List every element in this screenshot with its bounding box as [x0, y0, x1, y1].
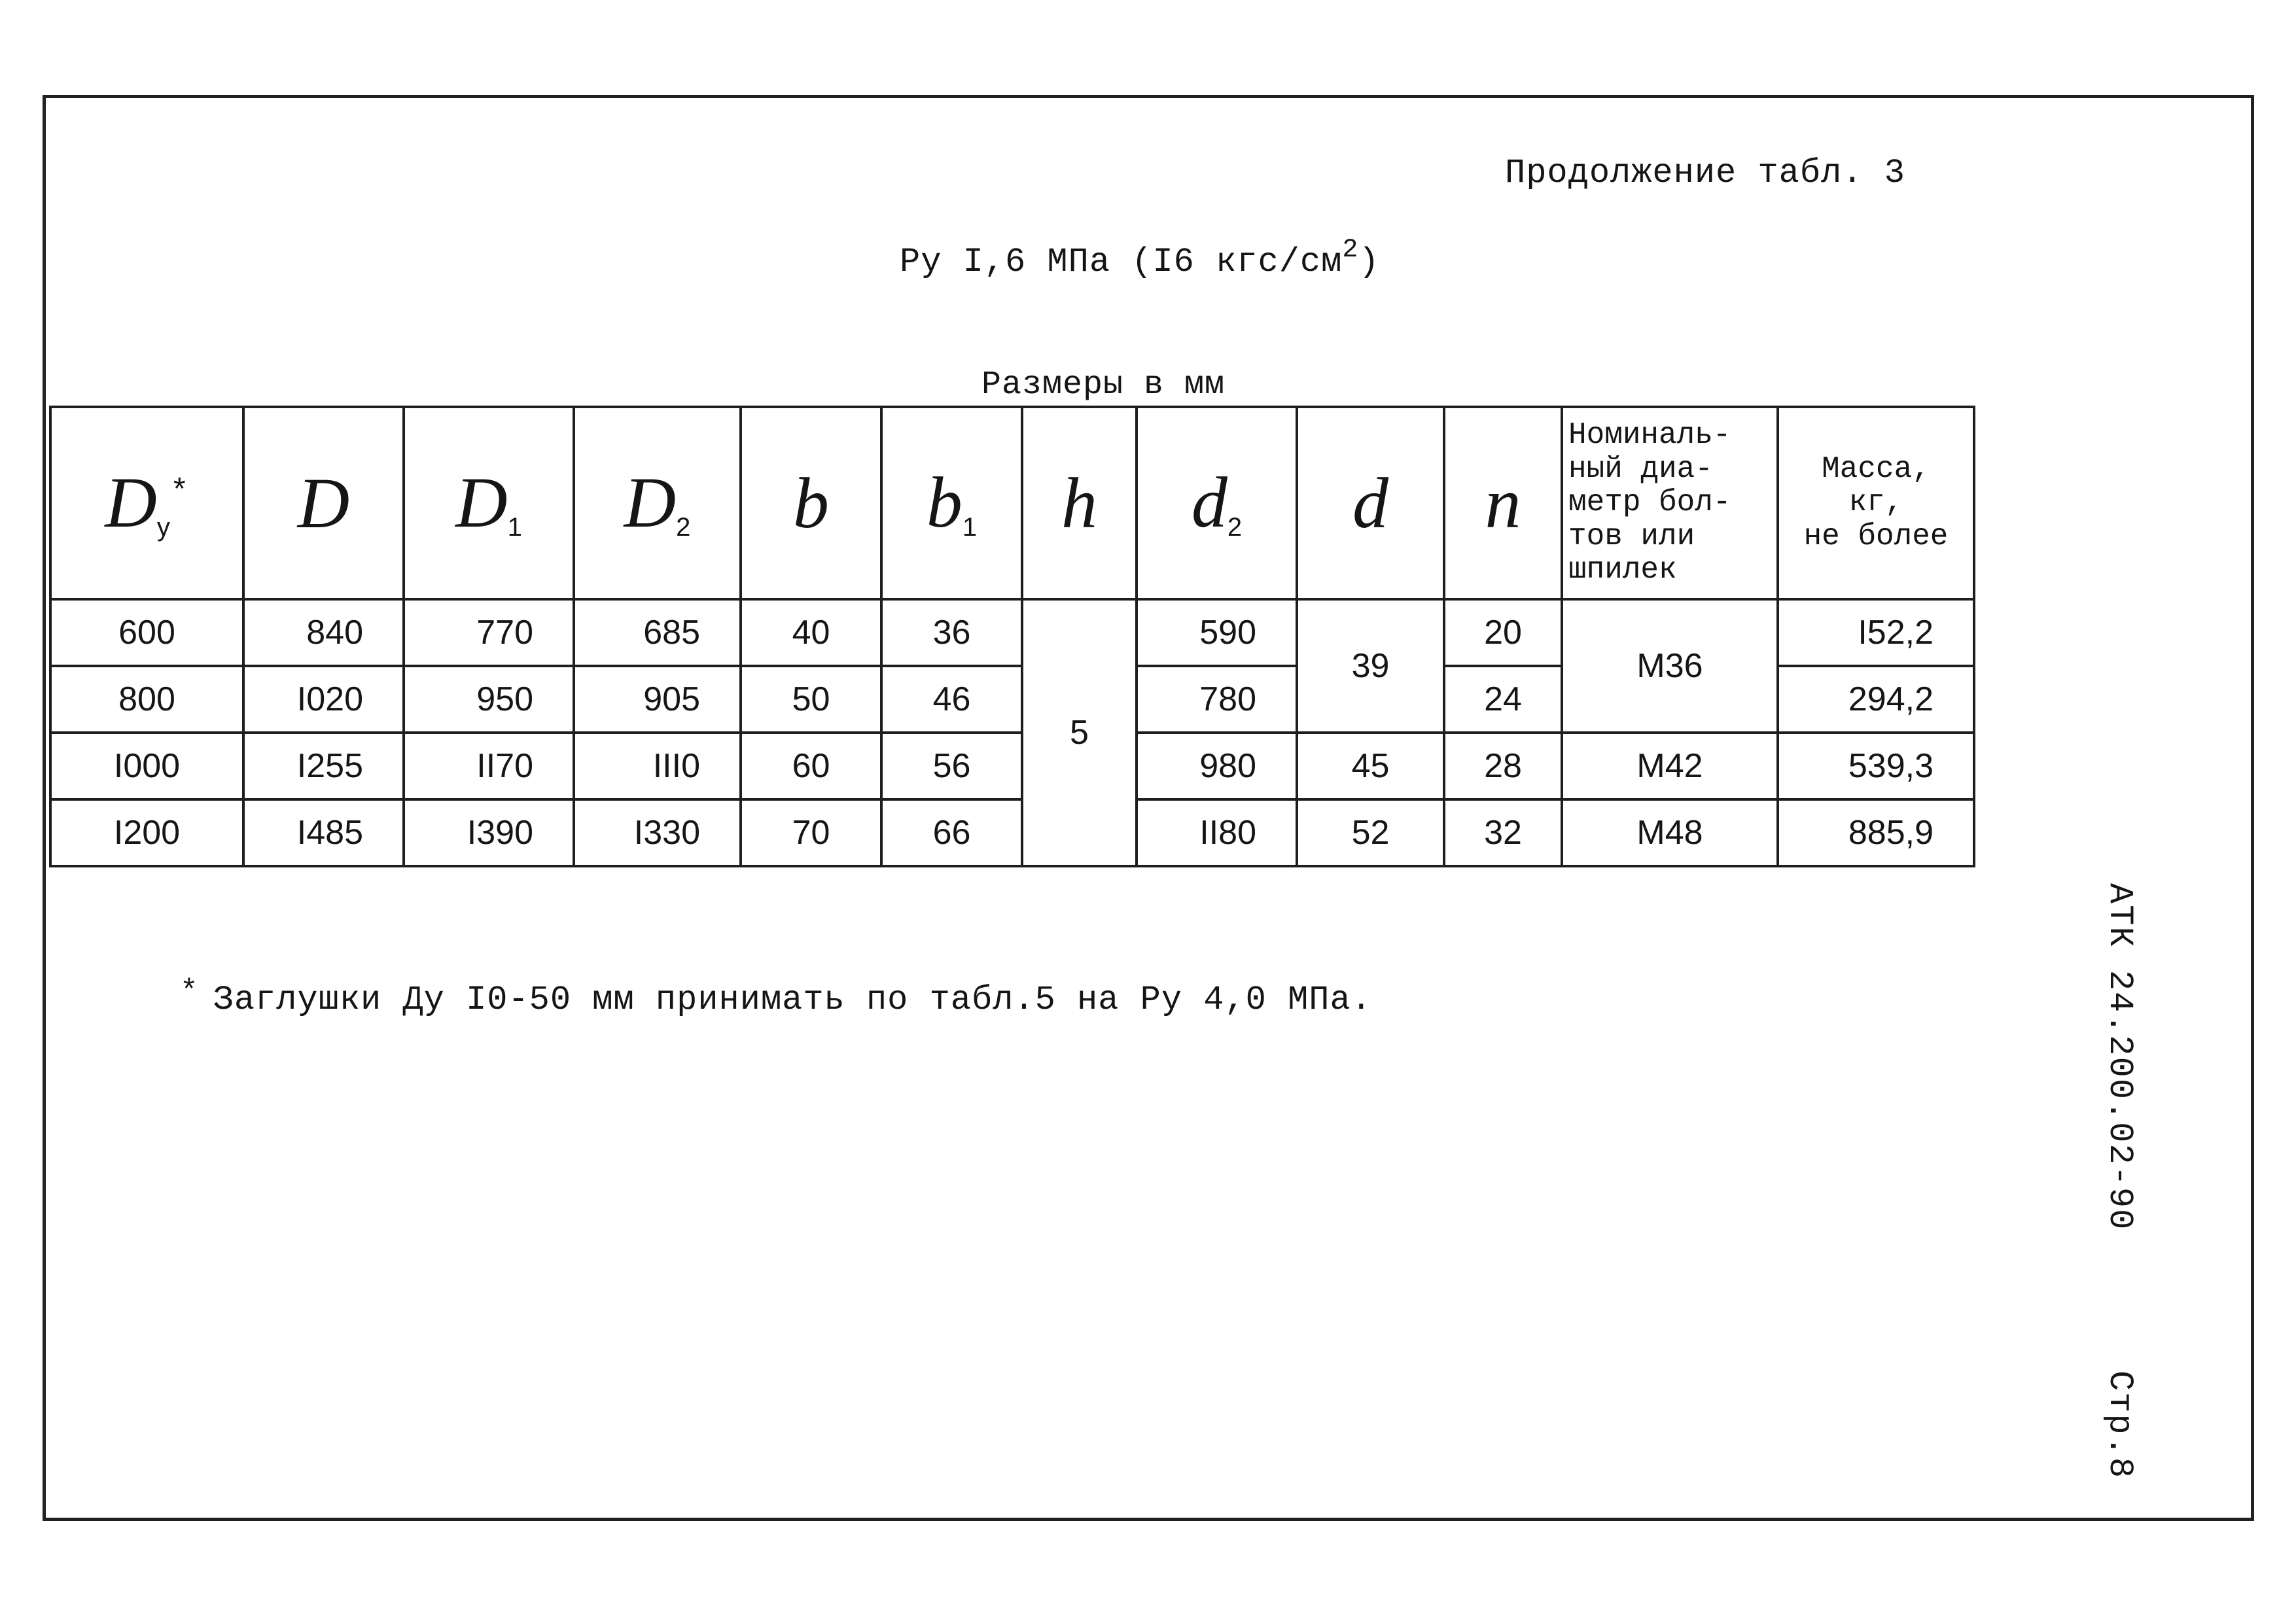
cell-d2-small: 590 [1137, 599, 1297, 666]
col-header-d2-small [1137, 407, 1297, 599]
cell-d-outer: I020 [243, 666, 404, 733]
cell-d-merged: 39 [1297, 599, 1444, 733]
col-header-d1 [404, 407, 574, 599]
cell-d1: I390 [404, 799, 574, 866]
col-header-d [1297, 407, 1444, 599]
bolt-diameter-header: Номиналь- ный диа- метр бол- тов или шпилек [1568, 418, 1731, 587]
cell-d2: I330 [574, 799, 741, 866]
cell-bolt: М48 [1562, 799, 1778, 866]
cell-dy: I200 [50, 799, 243, 866]
pressure-exponent: 2 [1342, 236, 1359, 265]
col-header-b1 [881, 407, 1022, 599]
cell-b: 50 [741, 666, 881, 733]
col-header-mass [1778, 407, 1974, 599]
pressure-text: Ру I,6 МПа (I6 кгс/см [900, 243, 1343, 281]
symbol-d: d [1352, 463, 1388, 543]
col-header-bolt [1562, 407, 1778, 599]
symbol-dy: $D_у^*$ [105, 462, 189, 542]
cell-d-outer: I255 [243, 733, 404, 799]
footnote-mark: * [180, 975, 199, 1009]
symbol-d2: $D_2$ [624, 462, 691, 542]
col-header-d-outer [243, 407, 404, 599]
cell-d1: 770 [404, 599, 574, 666]
cell-b1: 46 [881, 666, 1022, 733]
cell-n: 24 [1444, 666, 1562, 733]
footnote-text: Заглушки Ду I0-50 мм принимать по табл.5 на Ру 4,0 МПа. [213, 981, 1372, 1019]
cell-d: 52 [1297, 799, 1444, 866]
cell-d2-small: 980 [1137, 733, 1297, 799]
cell-b: 60 [741, 733, 881, 799]
col-header-h [1022, 407, 1137, 599]
cell-d2: III0 [574, 733, 741, 799]
mass-header: Масса, кг, не более [1803, 451, 1949, 553]
cell-d1: II70 [404, 733, 574, 799]
table-row [50, 733, 1974, 799]
pressure-title [900, 236, 1380, 281]
symbol-b1: $b_1$ [926, 462, 978, 542]
cell-dy: 600 [50, 599, 243, 666]
col-header-dy [50, 407, 243, 599]
cell-d2: 905 [574, 666, 741, 733]
symbol-d1: $D_1$ [455, 462, 522, 542]
document-code: АТК 24.200.02-90 [2100, 883, 2139, 1231]
footnote [180, 975, 1372, 1019]
continuation-label: Продолжение табл. 3 [1505, 154, 1905, 192]
cell-dy: I000 [50, 733, 243, 799]
table-row [50, 799, 1974, 866]
cell-d2-small: 780 [1137, 666, 1297, 733]
cell-mass: 885,9 [1778, 799, 1974, 866]
flange-dimensions-table [49, 406, 1975, 867]
cell-d1: 950 [404, 666, 574, 733]
cell-d2: 685 [574, 599, 741, 666]
table-header-row [50, 407, 1974, 599]
symbol-h: h [1061, 463, 1097, 543]
col-header-d2 [574, 407, 741, 599]
col-header-b [741, 407, 881, 599]
cell-dy: 800 [50, 666, 243, 733]
cell-n: 20 [1444, 599, 1562, 666]
cell-b: 40 [741, 599, 881, 666]
cell-n: 32 [1444, 799, 1562, 866]
col-header-n [1444, 407, 1562, 599]
cell-n: 28 [1444, 733, 1562, 799]
cell-b1: 56 [881, 733, 1022, 799]
cell-mass: 539,3 [1778, 733, 1974, 799]
symbol-n: n [1485, 463, 1521, 543]
cell-bolt-merged: М36 [1562, 599, 1778, 733]
cell-bolt: М42 [1562, 733, 1778, 799]
symbol-d2-small: $d_2$ [1191, 462, 1243, 542]
symbol-d-outer: D [297, 463, 350, 543]
cell-d-outer: I485 [243, 799, 404, 866]
table-row [50, 599, 1974, 666]
cell-b1: 36 [881, 599, 1022, 666]
cell-d-outer: 840 [243, 599, 404, 666]
cell-mass: I52,2 [1778, 599, 1974, 666]
cell-b1: 66 [881, 799, 1022, 866]
symbol-b: b [793, 463, 829, 543]
cell-b: 70 [741, 799, 881, 866]
cell-d2-small: II80 [1137, 799, 1297, 866]
cell-d: 45 [1297, 733, 1444, 799]
page-number: Стр.8 [2100, 1370, 2139, 1480]
units-label: Размеры в мм [981, 366, 1226, 404]
pressure-suffix: ) [1358, 243, 1380, 281]
cell-mass: 294,2 [1778, 666, 1974, 733]
cell-h-merged: 5 [1022, 599, 1137, 866]
